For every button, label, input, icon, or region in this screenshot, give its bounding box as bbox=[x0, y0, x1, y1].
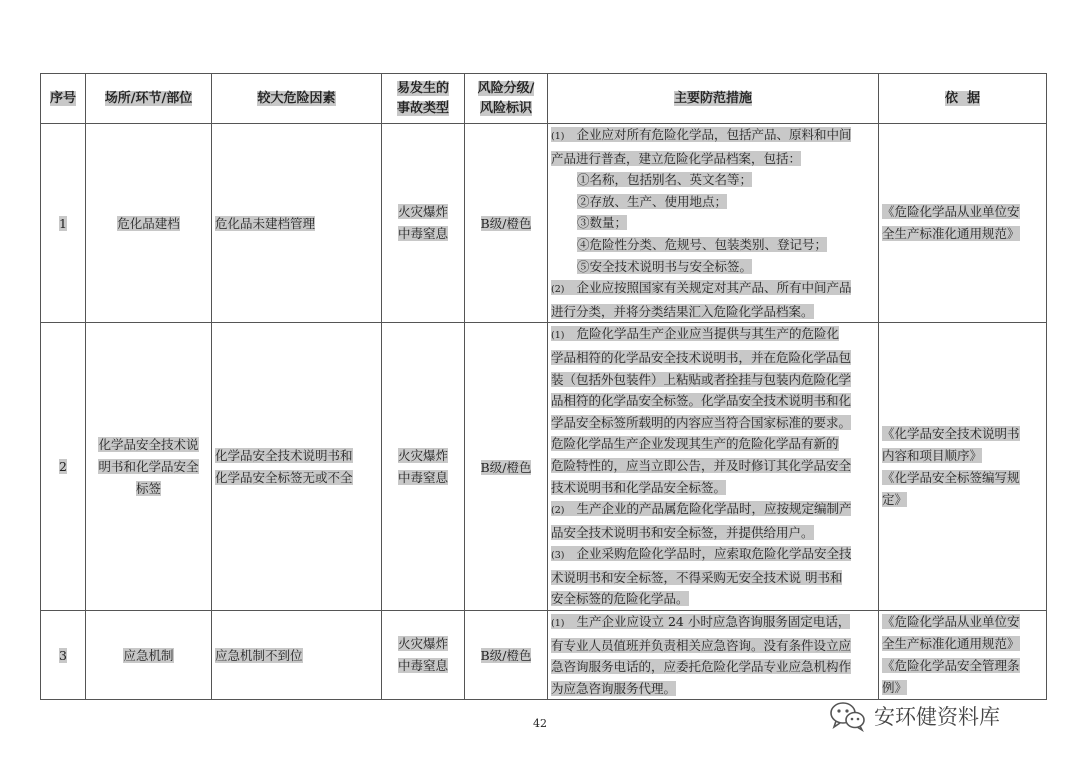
measure-line: 安全标签的危险化学品。 bbox=[551, 591, 689, 607]
measure-line: ①名称，包括别名、英文名等； bbox=[577, 172, 753, 188]
measure-line: 为应急咨询服务代理。 bbox=[551, 680, 677, 696]
cell-basis: 《危险化学品从业单位安 全生产标准化通用规范》 bbox=[879, 124, 1047, 323]
risk-table bbox=[40, 73, 1047, 700]
measure-line: 进行分类，并将分类结果汇入危险化学品档案。 bbox=[551, 303, 814, 319]
table-row bbox=[41, 124, 1047, 323]
measure-line: 产品进行普查，建立危险化学品档案，包括： bbox=[551, 150, 802, 166]
measure-line: 有专业人员值班并负责相关应急咨询。没有条件设立应 bbox=[551, 637, 852, 653]
measure-line: (1) 危险化学品生产企业应当提供与其生产的危险化 bbox=[551, 326, 839, 342]
measure-line: 危险特性的，应当立即公告，并及时修订其化学品安全 bbox=[551, 457, 852, 473]
measure-line: 品安全技术说明书和安全标签，并提供给用户。 bbox=[551, 524, 814, 540]
cell-no: 3 bbox=[41, 611, 86, 700]
measure-line: 技术说明书和化学品安全标签。 bbox=[551, 479, 727, 495]
cell-accident-type: 火灾爆炸 中毒窒息 bbox=[382, 323, 465, 611]
header-no: 序号 bbox=[41, 74, 86, 124]
cell-accident-type: 火灾爆炸 中毒窒息 bbox=[382, 124, 465, 323]
measure-line: ②存放、生产、使用地点； bbox=[577, 193, 728, 209]
measure-line: (2) 企业应按照国家有关规定对其产品、所有中间产品 bbox=[551, 280, 852, 296]
measure-line: 品相符的化学品安全标签。化学品安全技术说明书和化 bbox=[551, 393, 852, 409]
cell-basis: 《危险化学品从业单位安 全生产标准化通用规范》 《危险化学品安全管理条 例》 bbox=[879, 611, 1047, 700]
cell-place: 应急机制 bbox=[86, 611, 212, 700]
cell-basis: 《化学品安全技术说明书 内容和项目顺序》 《化学品安全标签编写规 定》 bbox=[879, 323, 1047, 611]
cell-no: 1 bbox=[41, 124, 86, 323]
measure-line: 术说明书和安全标签，不得采购无安全技术说 明书和 bbox=[551, 569, 843, 585]
measure-line: (1) 企业应对所有危险化学品，包括产品、原料和中间 bbox=[551, 127, 852, 142]
header-basis: 依 据 bbox=[879, 74, 1047, 124]
cell-risk-level: B级/橙色 bbox=[465, 323, 548, 611]
cell-measures bbox=[548, 124, 879, 323]
table-header-row bbox=[41, 74, 1047, 124]
wechat-icon bbox=[828, 700, 868, 732]
cell-place: 危化品建档 bbox=[86, 124, 212, 323]
header-risk-level: 风险分级/ 风险标识 bbox=[465, 74, 548, 124]
measure-line: ⑤安全技术说明书与安全标签。 bbox=[577, 258, 753, 274]
watermark bbox=[828, 700, 1000, 732]
page-number: 42 bbox=[533, 717, 547, 730]
cell-factor: 化学品安全技术说明书和 化学品安全标签无或不全 bbox=[212, 323, 382, 611]
measure-line: ④危险性分类、危规号、包装类别、登记号； bbox=[577, 236, 828, 252]
header-measures: 主要防范措施 bbox=[548, 74, 879, 124]
measure-line: (1) 生产企业应设立 24 小时应急咨询服务固定电话， bbox=[551, 614, 851, 630]
header-factor: 较大危险因素 bbox=[212, 74, 382, 124]
measure-line: 学品相符的化学品安全技术说明书，并在危险化学品包 bbox=[551, 349, 852, 365]
header-place: 场所/环节/部位 bbox=[86, 74, 212, 124]
cell-no: 2 bbox=[41, 323, 86, 611]
measure-line: ③数量； bbox=[577, 215, 628, 231]
watermark-text: 安环健资料库 bbox=[874, 705, 1000, 729]
cell-measures bbox=[548, 611, 879, 700]
measure-line: (2) 生产企业的产品属危险化学品时，应按规定编制产 bbox=[551, 501, 852, 517]
measure-line: 急咨询服务电话的，应委托危险化学品专业应急机构作 bbox=[551, 659, 852, 675]
measure-line: 学品安全标签所载明的内容应当符合国家标准的要求。 bbox=[551, 414, 852, 430]
cell-factor: 应急机制不到位 bbox=[212, 611, 382, 700]
measure-line: 装（包括外包装件）上粘贴或者拴挂与包装内危险化学 bbox=[551, 371, 852, 387]
table-row bbox=[41, 611, 1047, 700]
measure-line: (3) 企业采购危险化学品时，应索取危险化学品安全技 bbox=[551, 546, 852, 562]
cell-measures bbox=[548, 323, 879, 611]
cell-place: 化学品安全技术说 明书和化学品安全 标签 bbox=[86, 323, 212, 611]
cell-risk-level: B级/橙色 bbox=[465, 611, 548, 700]
cell-accident-type: 火灾爆炸 中毒窒息 bbox=[382, 611, 465, 700]
header-accident-type: 易发生的 事故类型 bbox=[382, 74, 465, 124]
cell-risk-level: B级/橙色 bbox=[465, 124, 548, 323]
cell-factor: 危化品未建档管理 bbox=[212, 124, 382, 323]
table-row bbox=[41, 323, 1047, 611]
measure-line: 危险化学品生产企业发现其生产的危险化学品有新的 bbox=[551, 436, 839, 452]
